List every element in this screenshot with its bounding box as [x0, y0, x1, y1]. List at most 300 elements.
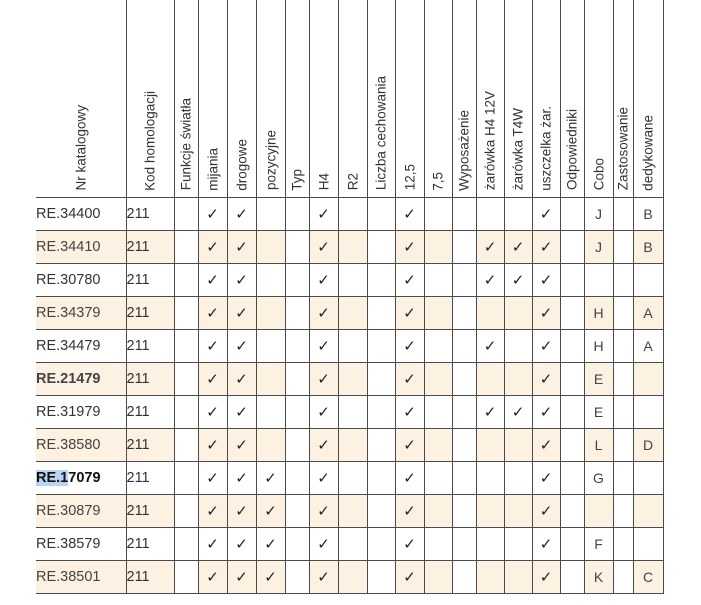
- header-wyposazenie: [452, 0, 476, 197]
- zarowka-t4w-cell: [504, 395, 532, 428]
- check-mark-icon: ✓: [206, 501, 219, 520]
- check-mark-icon: ✓: [317, 303, 330, 322]
- catalog-number-cell: RE.38501: [36, 560, 126, 593]
- code-letter: A: [643, 304, 653, 321]
- spacer-cell: [285, 560, 309, 593]
- pozycyjne-cell: [256, 296, 285, 329]
- mijania-cell: [198, 494, 227, 527]
- header-h4: [309, 0, 338, 197]
- catalog-number-cell: RE.34400: [36, 197, 126, 230]
- pozycyjne-cell: [256, 461, 285, 494]
- c75-cell: [424, 263, 452, 296]
- check-mark-icon: ✓: [511, 402, 525, 421]
- check-mark-icon: ✓: [403, 468, 416, 487]
- catalog-table: [36, 0, 664, 594]
- mijania-cell: [198, 461, 227, 494]
- spacer-cell: [560, 296, 584, 329]
- spacer-cell: [285, 494, 309, 527]
- dedykowane-cell: [633, 230, 663, 263]
- r2-cell: [338, 197, 367, 230]
- header-dedykowane: [633, 0, 663, 197]
- uszczelka-cell: [532, 461, 560, 494]
- header-odpowiedniki: [560, 0, 584, 197]
- c75-cell: [424, 362, 452, 395]
- mijania-cell: [198, 230, 227, 263]
- check-mark-icon: ✓: [483, 237, 497, 256]
- check-mark-icon: ✓: [403, 369, 416, 388]
- dedykowane-cell: [633, 362, 663, 395]
- spacer-cell: [174, 296, 198, 329]
- header-7-5: [424, 0, 452, 197]
- check-mark-icon: ✓: [235, 369, 248, 388]
- spacer-cell: [560, 395, 584, 428]
- zarowka-t4w-cell: [504, 329, 532, 362]
- uszczelka-cell: [532, 263, 560, 296]
- check-mark-icon: ✓: [206, 237, 219, 256]
- code-letter: B: [643, 205, 653, 222]
- c75-cell: [424, 494, 452, 527]
- dedykowane-cell: [633, 494, 663, 527]
- pozycyjne-cell: [256, 395, 285, 428]
- table-row: [36, 329, 663, 362]
- dedykowane-cell: [633, 527, 663, 560]
- spacer-cell: [174, 197, 198, 230]
- check-mark-icon: ✓: [539, 336, 553, 355]
- check-mark-icon: ✓: [539, 468, 553, 487]
- check-mark-icon: ✓: [317, 534, 330, 553]
- check-mark-icon: ✓: [483, 402, 497, 421]
- header-pozycyjne: [256, 0, 285, 197]
- spacer-cell: [174, 230, 198, 263]
- drogowe-cell: [227, 296, 256, 329]
- check-mark-icon: ✓: [264, 468, 277, 487]
- pozycyjne-cell: [256, 527, 285, 560]
- c125-cell: [395, 296, 424, 329]
- check-mark-icon: ✓: [235, 501, 248, 520]
- header-h4-label: H4: [315, 173, 331, 191]
- spacer-cell: [560, 428, 584, 461]
- check-mark-icon: ✓: [235, 303, 248, 322]
- uszczelka-cell: [532, 329, 560, 362]
- mijania-cell: [198, 527, 227, 560]
- zarowka-h4-cell: [476, 560, 504, 593]
- code-letter: L: [594, 436, 603, 453]
- h4-cell: [309, 428, 338, 461]
- check-mark-icon: ✓: [483, 270, 497, 289]
- r2-cell: [338, 263, 367, 296]
- spacer-cell: [452, 296, 476, 329]
- spacer-cell: [174, 527, 198, 560]
- cobo-cell: [584, 362, 613, 395]
- spacer-cell: [367, 362, 395, 395]
- drogowe-cell: [227, 263, 256, 296]
- drogowe-cell: [227, 527, 256, 560]
- spacer-cell: [285, 362, 309, 395]
- spacer-cell: [613, 395, 633, 428]
- c75-cell: [424, 461, 452, 494]
- check-mark-icon: ✓: [206, 336, 219, 355]
- dedykowane-cell: [633, 395, 663, 428]
- check-mark-icon: ✓: [206, 204, 219, 223]
- r2-cell: [338, 395, 367, 428]
- catalog-number-cell: RE.38579: [36, 527, 126, 560]
- check-mark-icon: ✓: [539, 435, 553, 454]
- spacer-cell: [285, 329, 309, 362]
- catalog-number-cell: RE.34410: [36, 230, 126, 263]
- homologation-code-cell: 211: [126, 263, 174, 296]
- spacer-cell: [367, 560, 395, 593]
- header-zastosowanie-label: Zastosowanie: [615, 107, 631, 191]
- spacer-cell: [285, 263, 309, 296]
- code-letter: A: [643, 337, 653, 354]
- check-mark-icon: ✓: [206, 534, 219, 553]
- header-wyposazenie-label: Wyposażenie: [456, 109, 472, 191]
- spacer-cell: [452, 362, 476, 395]
- check-mark-icon: ✓: [264, 567, 277, 586]
- check-mark-icon: ✓: [206, 270, 219, 289]
- check-mark-icon: ✓: [317, 402, 330, 421]
- header-pozycyjne-label: pozycyjne: [262, 130, 278, 191]
- table-row: [36, 494, 663, 527]
- header-drogowe: [227, 0, 256, 197]
- mijania-cell: [198, 296, 227, 329]
- uszczelka-cell: [532, 230, 560, 263]
- code-letter: E: [593, 403, 604, 420]
- check-mark-icon: ✓: [235, 237, 248, 256]
- mijania-cell: [198, 560, 227, 593]
- header-mijania-label: mijania: [204, 147, 220, 191]
- table-row: [36, 362, 663, 395]
- spacer-cell: [560, 230, 584, 263]
- r2-cell: [338, 329, 367, 362]
- zarowka-h4-cell: [476, 362, 504, 395]
- catalog-number-cell: RE.21479: [36, 362, 126, 395]
- homologation-code-cell: 211: [126, 362, 174, 395]
- c75-cell: [424, 230, 452, 263]
- check-mark-icon: ✓: [206, 402, 219, 421]
- zarowka-h4-cell: [476, 230, 504, 263]
- spacer-cell: [174, 263, 198, 296]
- h4-cell: [309, 494, 338, 527]
- r2-cell: [338, 527, 367, 560]
- h4-cell: [309, 230, 338, 263]
- code-letter: F: [594, 535, 603, 552]
- c125-cell: [395, 428, 424, 461]
- spacer-cell: [285, 197, 309, 230]
- spacer-cell: [174, 362, 198, 395]
- spacer-cell: [452, 395, 476, 428]
- homologation-code-cell: 211: [126, 527, 174, 560]
- check-mark-icon: ✓: [403, 402, 416, 421]
- spacer-cell: [367, 230, 395, 263]
- pozycyjne-cell: [256, 560, 285, 593]
- zarowka-t4w-cell: [504, 197, 532, 230]
- mijania-cell: [198, 395, 227, 428]
- uszczelka-cell: [532, 197, 560, 230]
- table-row: [36, 560, 663, 593]
- uszczelka-cell: [532, 428, 560, 461]
- zarowka-h4-cell: [476, 494, 504, 527]
- c125-cell: [395, 527, 424, 560]
- check-mark-icon: ✓: [403, 534, 416, 553]
- cobo-cell: [584, 263, 613, 296]
- table-row: [36, 296, 663, 329]
- c125-cell: [395, 230, 424, 263]
- drogowe-cell: [227, 329, 256, 362]
- check-mark-icon: ✓: [317, 501, 330, 520]
- uszczelka-cell: [532, 560, 560, 593]
- check-mark-icon: ✓: [317, 270, 330, 289]
- code-letter: J: [595, 238, 602, 255]
- check-mark-icon: ✓: [403, 204, 416, 223]
- h4-cell: [309, 362, 338, 395]
- catalog-number-cell: RE.34379: [36, 296, 126, 329]
- spacer-cell: [452, 527, 476, 560]
- header-typ: [285, 0, 309, 197]
- catalog-number-rest: 7079: [68, 469, 101, 486]
- zarowka-t4w-cell: [504, 461, 532, 494]
- drogowe-cell: [227, 230, 256, 263]
- code-letter: H: [593, 337, 604, 354]
- h4-cell: [309, 263, 338, 296]
- header-nr: [36, 0, 126, 197]
- c75-cell: [424, 329, 452, 362]
- check-mark-icon: ✓: [206, 468, 219, 487]
- check-mark-icon: ✓: [317, 567, 330, 586]
- zarowka-h4-cell: [476, 395, 504, 428]
- header-uszczelka-label: uszczelka żar.: [538, 105, 554, 191]
- header-r2-label: R2: [344, 173, 360, 191]
- check-mark-icon: ✓: [235, 204, 248, 223]
- homologation-code-cell: 211: [126, 197, 174, 230]
- cobo-cell: [584, 428, 613, 461]
- check-mark-icon: ✓: [317, 237, 330, 256]
- header-zarowka-t4w: [504, 0, 532, 197]
- zarowka-t4w-cell: [504, 263, 532, 296]
- header-typ-label: Typ: [289, 168, 305, 191]
- check-mark-icon: ✓: [264, 534, 277, 553]
- check-mark-icon: ✓: [403, 303, 416, 322]
- r2-cell: [338, 428, 367, 461]
- code-letter: E: [593, 370, 604, 387]
- catalog-number-cell: [36, 461, 126, 494]
- check-mark-icon: ✓: [317, 336, 330, 355]
- cobo-cell: [584, 527, 613, 560]
- header-funkcje-label: Funkcje światła: [178, 98, 194, 191]
- check-mark-icon: ✓: [317, 435, 330, 454]
- homologation-code-cell: 211: [126, 395, 174, 428]
- check-mark-icon: ✓: [235, 270, 248, 289]
- drogowe-cell: [227, 494, 256, 527]
- c75-cell: [424, 197, 452, 230]
- spacer-cell: [613, 296, 633, 329]
- header-cobo-label: Cobo: [590, 158, 606, 191]
- header-odpowiedniki-label: Odpowiedniki: [564, 109, 580, 191]
- spacer-cell: [174, 329, 198, 362]
- r2-cell: [338, 296, 367, 329]
- header-dedykowane-label: dedykowane: [640, 114, 656, 191]
- dedykowane-cell: [633, 296, 663, 329]
- c125-cell: [395, 263, 424, 296]
- zarowka-t4w-cell: [504, 560, 532, 593]
- pozycyjne-cell: [256, 428, 285, 461]
- code-letter: C: [642, 568, 654, 585]
- dedykowane-cell: [633, 263, 663, 296]
- uszczelka-cell: [532, 395, 560, 428]
- header-funkcje: [174, 0, 198, 197]
- spacer-cell: [174, 560, 198, 593]
- check-mark-icon: ✓: [539, 567, 553, 586]
- spacer-cell: [613, 263, 633, 296]
- table-row: [36, 527, 663, 560]
- drogowe-cell: [227, 560, 256, 593]
- r2-cell: [338, 230, 367, 263]
- check-mark-icon: ✓: [539, 369, 553, 388]
- zarowka-h4-cell: [476, 263, 504, 296]
- spacer-cell: [285, 461, 309, 494]
- spacer-cell: [367, 197, 395, 230]
- header-uszczelka: [532, 0, 560, 197]
- table-row: [36, 263, 663, 296]
- spacer-cell: [452, 428, 476, 461]
- spacer-cell: [613, 461, 633, 494]
- spacer-cell: [452, 263, 476, 296]
- header-12-5-label: 12,5: [401, 164, 417, 191]
- dedykowane-cell: [633, 560, 663, 593]
- spacer-cell: [367, 494, 395, 527]
- code-letter: K: [593, 568, 604, 585]
- c75-cell: [424, 560, 452, 593]
- check-mark-icon: ✓: [539, 501, 553, 520]
- header-r2: [338, 0, 367, 197]
- check-mark-icon: ✓: [317, 369, 330, 388]
- spacer-cell: [613, 560, 633, 593]
- r2-cell: [338, 560, 367, 593]
- cobo-cell: [584, 494, 613, 527]
- check-mark-icon: ✓: [235, 567, 248, 586]
- homologation-code-cell: 211: [126, 296, 174, 329]
- spacer-cell: [174, 428, 198, 461]
- code-letter: B: [643, 238, 653, 255]
- check-mark-icon: ✓: [206, 567, 219, 586]
- header-7-5-label: 7,5: [430, 171, 446, 191]
- h4-cell: [309, 329, 338, 362]
- r2-cell: [338, 494, 367, 527]
- check-mark-icon: ✓: [539, 303, 553, 322]
- header-liczba-label: Liczba cechowania: [373, 76, 389, 191]
- dedykowane-cell: [633, 329, 663, 362]
- homologation-code-cell: 211: [126, 428, 174, 461]
- check-mark-icon: ✓: [539, 204, 553, 223]
- spacer-cell: [560, 197, 584, 230]
- check-mark-icon: ✓: [235, 468, 248, 487]
- spacer-cell: [452, 494, 476, 527]
- c75-cell: [424, 527, 452, 560]
- spacer-cell: [285, 527, 309, 560]
- dedykowane-cell: [633, 461, 663, 494]
- r2-cell: [338, 362, 367, 395]
- h4-cell: [309, 197, 338, 230]
- header-kod: [126, 0, 174, 197]
- check-mark-icon: ✓: [539, 237, 553, 256]
- check-mark-icon: ✓: [235, 336, 248, 355]
- mijania-cell: [198, 263, 227, 296]
- header-mijania: [198, 0, 227, 197]
- code-letter: G: [593, 469, 604, 486]
- cobo-cell: [584, 197, 613, 230]
- mijania-cell: [198, 362, 227, 395]
- dedykowane-cell: [633, 428, 663, 461]
- pozycyjne-cell: [256, 230, 285, 263]
- spacer-cell: [560, 362, 584, 395]
- catalog-number-cell: RE.30879: [36, 494, 126, 527]
- homologation-code-cell: 211: [126, 461, 174, 494]
- header-zarowka-h4: [476, 0, 504, 197]
- r2-cell: [338, 461, 367, 494]
- table-row: [36, 428, 663, 461]
- zarowka-t4w-cell: [504, 362, 532, 395]
- text-selection-highlight: RE.1: [36, 469, 69, 486]
- mijania-cell: [198, 428, 227, 461]
- c75-cell: [424, 395, 452, 428]
- check-mark-icon: ✓: [539, 402, 553, 421]
- check-mark-icon: ✓: [235, 435, 248, 454]
- check-mark-icon: ✓: [206, 303, 219, 322]
- spacer-cell: [367, 527, 395, 560]
- spacer-cell: [560, 560, 584, 593]
- h4-cell: [309, 527, 338, 560]
- dedykowane-cell: [633, 197, 663, 230]
- drogowe-cell: [227, 197, 256, 230]
- check-mark-icon: ✓: [403, 336, 416, 355]
- check-mark-icon: ✓: [317, 468, 330, 487]
- catalog-number-cell: RE.34479: [36, 329, 126, 362]
- spacer-cell: [452, 461, 476, 494]
- spacer-cell: [285, 230, 309, 263]
- c125-cell: [395, 395, 424, 428]
- table-row: [36, 230, 663, 263]
- check-mark-icon: ✓: [539, 270, 553, 289]
- cobo-cell: [584, 560, 613, 593]
- header-cobo: [584, 0, 613, 197]
- header-zarowka-t4w-label: żarówka T4W: [510, 108, 526, 191]
- cobo-cell: [584, 296, 613, 329]
- spacer-cell: [560, 263, 584, 296]
- c75-cell: [424, 428, 452, 461]
- table-row: [36, 461, 663, 494]
- uszczelka-cell: [532, 527, 560, 560]
- code-letter: H: [593, 304, 604, 321]
- zarowka-t4w-cell: [504, 527, 532, 560]
- uszczelka-cell: [532, 296, 560, 329]
- cobo-cell: [584, 230, 613, 263]
- spacer-cell: [452, 329, 476, 362]
- pozycyjne-cell: [256, 362, 285, 395]
- homologation-code-cell: 211: [126, 494, 174, 527]
- check-mark-icon: ✓: [511, 270, 525, 289]
- catalog-number-cell: RE.38580: [36, 428, 126, 461]
- h4-cell: [309, 395, 338, 428]
- zarowka-h4-cell: [476, 329, 504, 362]
- spacer-cell: [174, 395, 198, 428]
- check-mark-icon: ✓: [235, 534, 248, 553]
- zarowka-t4w-cell: [504, 494, 532, 527]
- code-letter: J: [595, 205, 602, 222]
- mijania-cell: [198, 197, 227, 230]
- spacer-cell: [367, 296, 395, 329]
- h4-cell: [309, 560, 338, 593]
- spacer-cell: [367, 395, 395, 428]
